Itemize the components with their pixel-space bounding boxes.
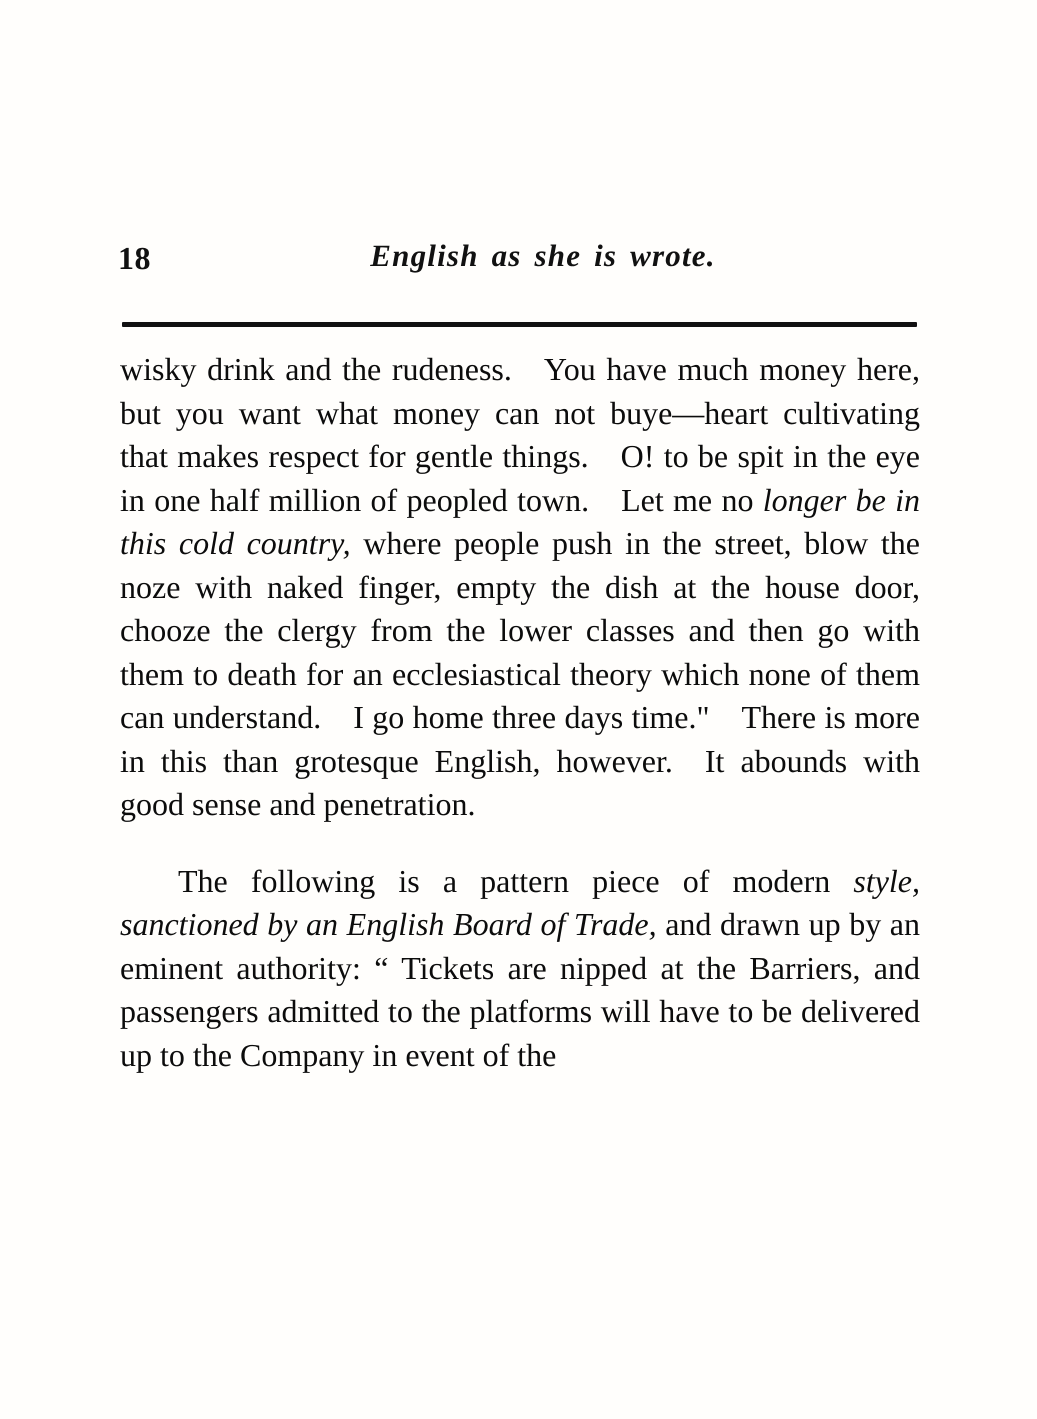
paragraph-2 bbox=[120, 860, 920, 1078]
paragraph-1-italic: longer be in this cold country, bbox=[120, 481, 921, 561]
running-title: English as she is wrote. bbox=[370, 238, 716, 273]
body-text bbox=[120, 348, 920, 1077]
paragraph-2-italic: style, sanctioned by an English Board of Trade, bbox=[120, 862, 920, 942]
paragraph-2-text-a: The following is a pattern piece of modern bbox=[178, 862, 854, 899]
running-head bbox=[118, 238, 918, 288]
paragraph-1 bbox=[120, 348, 920, 827]
page-number: 18 bbox=[118, 240, 151, 276]
paragraph-2-text-b: and drawn up by an eminent authority: “ Tickets are nipped at the Barriers, and passengers admitted to the platforms will have to be delivered up to the Company in event of the bbox=[120, 906, 921, 1073]
paragraph-1-text-a: wisky drink and the rudeness. You have much money here, but you want what money can not buye—heart cultivating that makes respect for gentle things. O! to be spit in the eye in one half million of peopled town. Let me no bbox=[120, 351, 920, 518]
header-rule bbox=[122, 322, 917, 327]
paragraph-1-text-b: where people push in the street, blow the noze with naked finger, empty the dish at the house door, chooze the clergy from the lower classes and then go with them to death for an ecclesiastical theory which none of them can understand. I go home three days time." There is more in this than grotesque English, however. It abounds with good sense and penetration. bbox=[120, 525, 921, 822]
